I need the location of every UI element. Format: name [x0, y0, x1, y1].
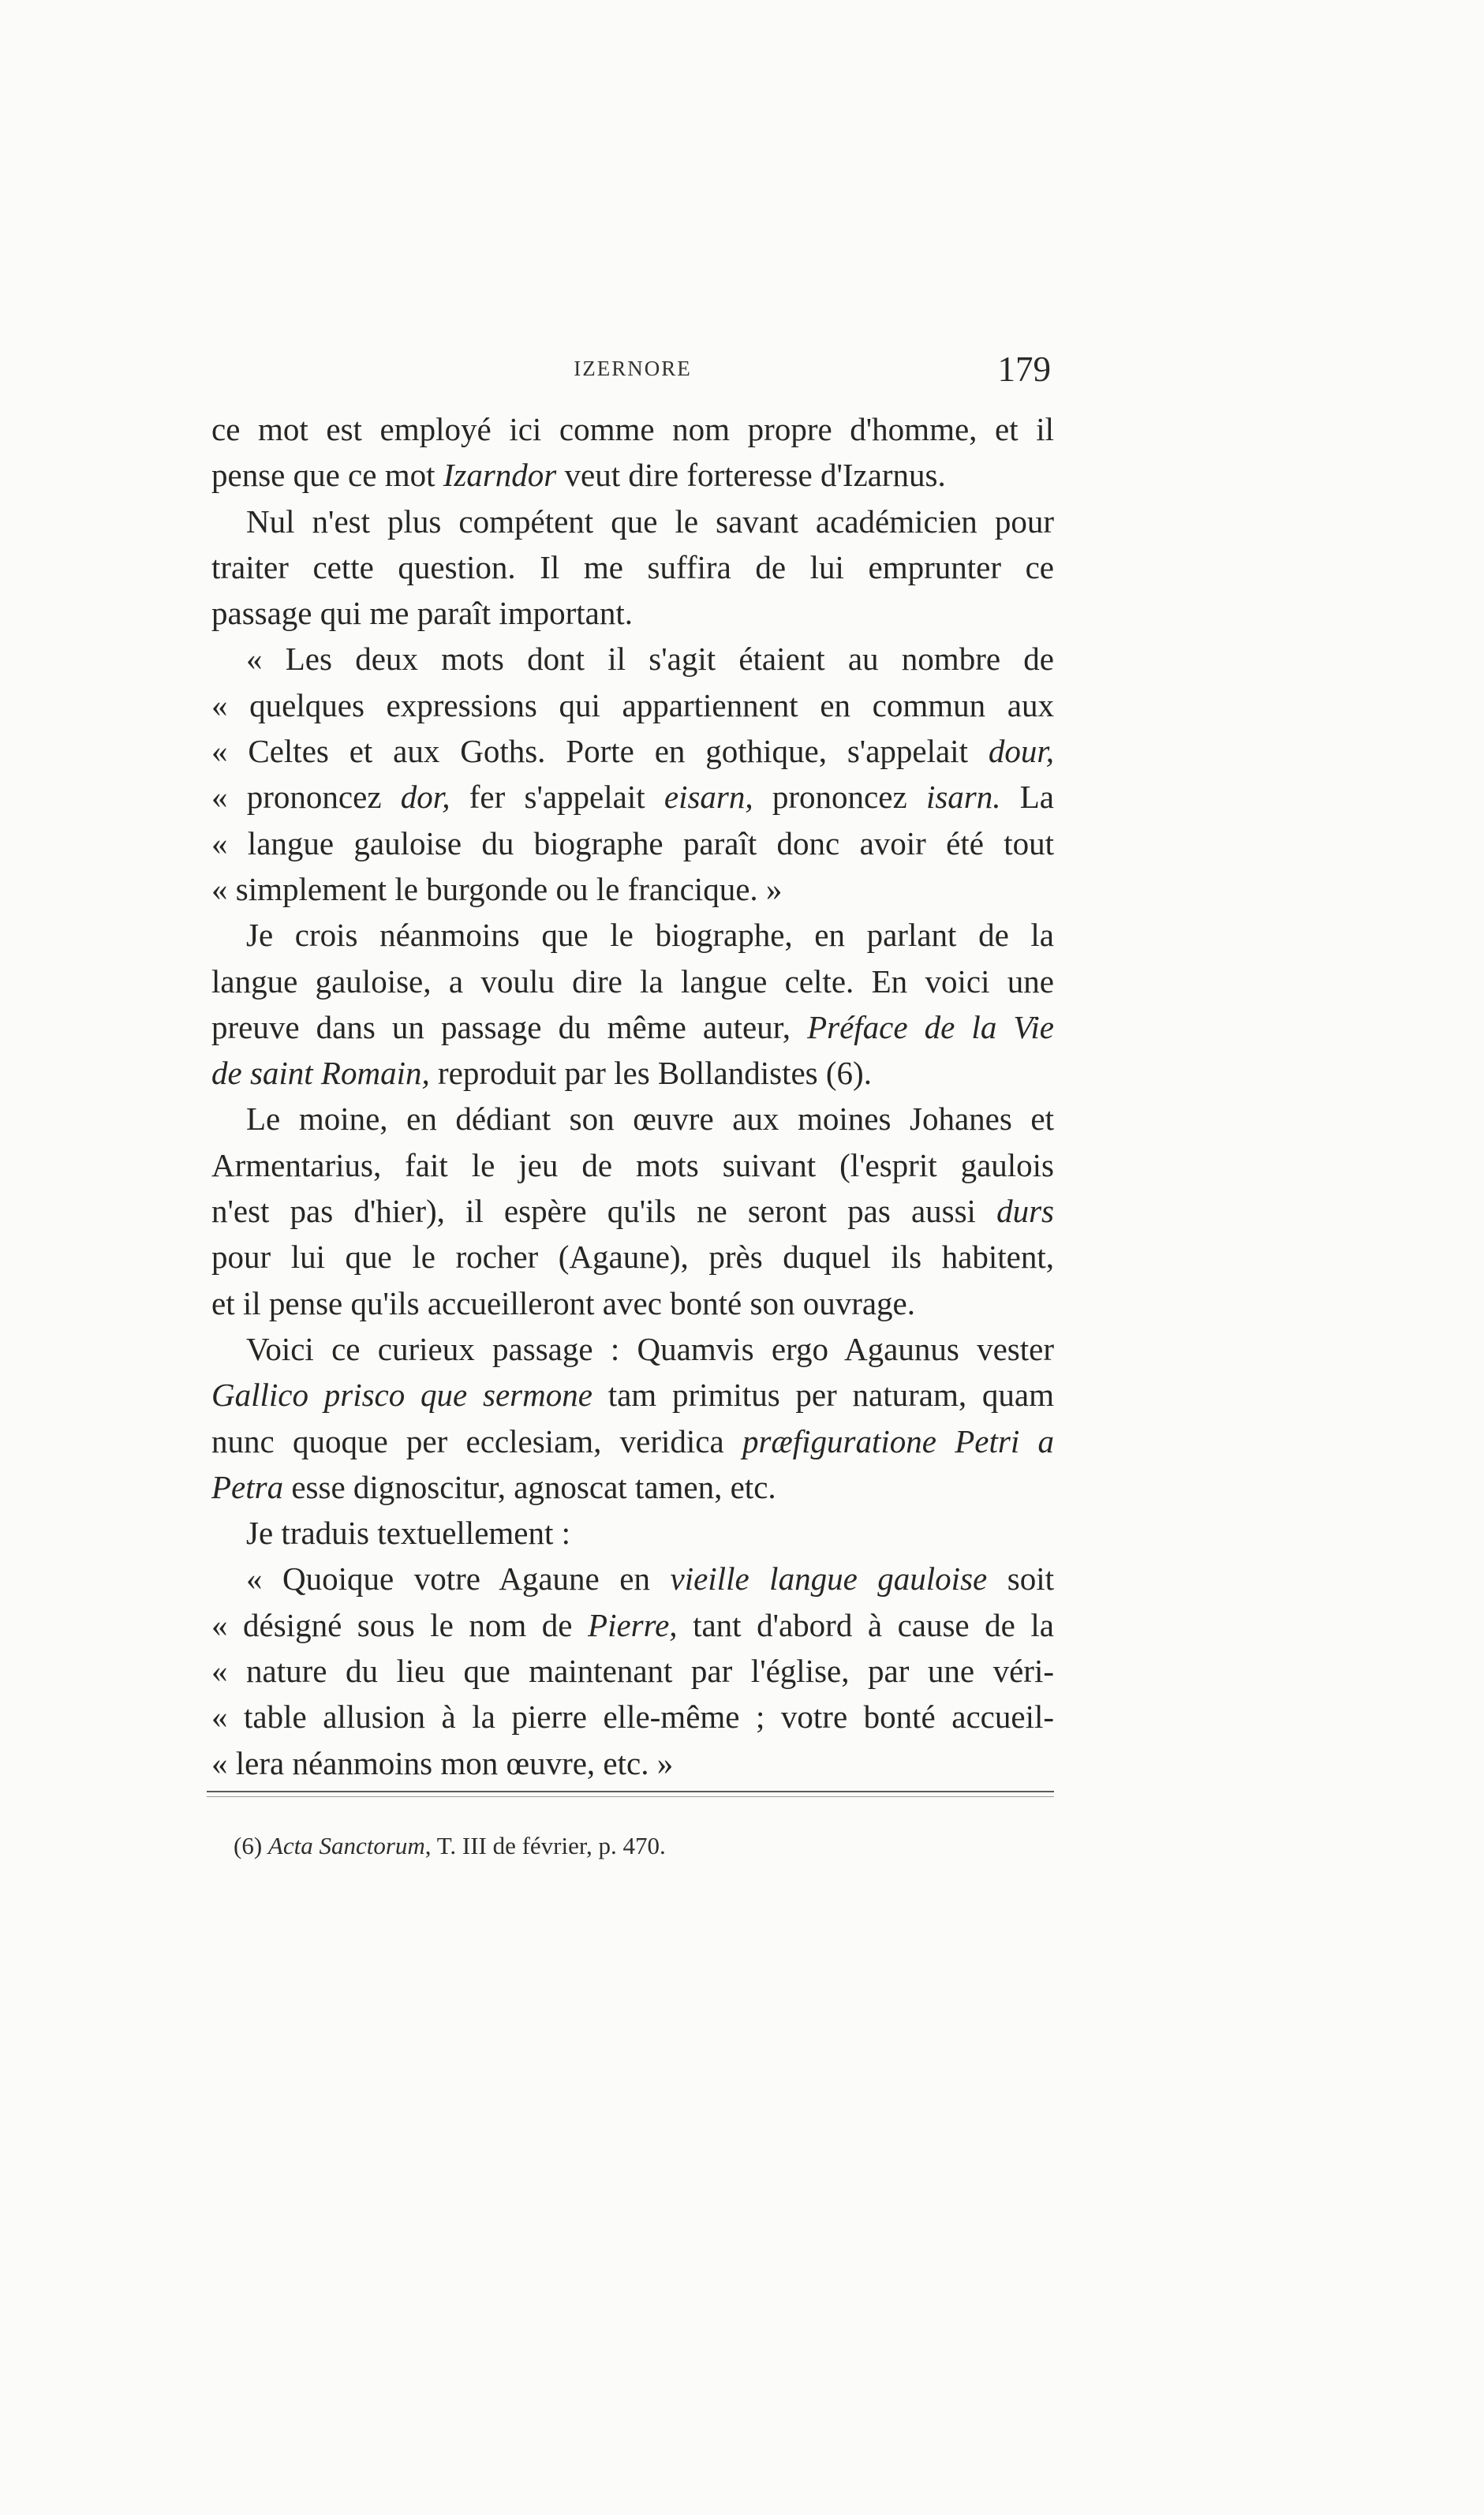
- quote-line: « Quoique votre Agaune en vieille langue gauloise soit: [246, 1560, 1054, 1598]
- quote-line: « lera néanmoins mon œuvre, etc. »: [211, 1744, 674, 1781]
- text-line: Petra esse dignoscitur, agnoscat tamen, etc.: [211, 1468, 776, 1505]
- quote-line: « prononcez dor, fer s'appelait eisarn, prononcez isarn. La: [211, 779, 1054, 816]
- quote-line: « simplement le burgonde ou le francique. »: [211, 870, 783, 907]
- footnote: [234, 1830, 1022, 1862]
- text-line: Le moine, en dédiant son œuvre aux moines Johanes et: [246, 1101, 1054, 1138]
- text-line: nunc quoque per ecclesiam, veridica præfiguratione Petri a: [211, 1422, 1054, 1459]
- quote-line: « désigné sous le nom de Pierre, tant d'abord à cause de la: [211, 1606, 1054, 1643]
- text-line: pour lui que le rocher (Agaune), près duquel ils habitent,: [211, 1239, 1054, 1276]
- text-line: traiter cette question. Il me suffira de lui emprunter ce: [211, 548, 1054, 585]
- text-line: Je traduis textuellement :: [246, 1515, 571, 1552]
- footnote-text: , T. III de février, p. 470.: [424, 1832, 666, 1859]
- text-line: pense que ce mot Izarndor veut dire forteresse d'Izarnus.: [211, 457, 946, 494]
- text-line: passage qui me paraît important.: [211, 595, 633, 632]
- footnote-rule: [207, 1791, 1054, 1792]
- text-line: Nul n'est plus compétent que le savant académicien pour: [246, 503, 1054, 540]
- page-header: [211, 349, 1054, 396]
- quote-line: « Celtes et aux Goths. Porte en gothique, s'appelait dour,: [211, 733, 1054, 770]
- text-line: Armentarius, fait le jeu de mots suivant (l'esprit gaulois: [211, 1146, 1054, 1183]
- text-line: et il pense qu'ils accueilleront avec bonté son ouvrage.: [211, 1284, 915, 1321]
- text-line: preuve dans un passage du même auteur, Préface de la Vie: [211, 1008, 1054, 1045]
- quote-line: « nature du lieu que maintenant par l'église, par une véri-: [211, 1653, 1054, 1690]
- body-text: [211, 406, 1054, 1786]
- quote-line: « quelques expressions qui appartiennent en commun aux: [211, 686, 1054, 723]
- text-line: Voici ce curieux passage : Quamvis ergo Agaunus vester: [246, 1330, 1054, 1367]
- text-line: n'est pas d'hier), il espère qu'ils ne seront pas aussi durs: [211, 1193, 1054, 1230]
- quote-line: « table allusion à la pierre elle-même ; votre bonté accueil-: [211, 1698, 1054, 1736]
- quote-line: « langue gauloise du biographe paraît donc avoir été tout: [211, 824, 1054, 861]
- text-line: Je crois néanmoins que le biographe, en parlant de la: [246, 917, 1054, 954]
- running-title: IZERNORE: [574, 357, 692, 380]
- quote-line: « Les deux mots dont il s'agit étaient au nombre de: [246, 641, 1054, 678]
- text-line: langue gauloise, a voulu dire la langue celte. En voici une: [211, 962, 1054, 1000]
- text-line: de saint Romain, reproduit par les Bollandistes (6).: [211, 1055, 872, 1092]
- text-line: Gallico prisco que sermone tam primitus per naturam, quam: [211, 1377, 1054, 1414]
- footnote-rule-thin: [207, 1796, 1054, 1797]
- footnote-marker: (6): [234, 1832, 268, 1859]
- page-number: 179: [997, 349, 1051, 389]
- footnote-source: Acta Sanctorum: [267, 1832, 425, 1859]
- text-line: ce mot est employé ici comme nom propre d'homme, et il: [211, 411, 1054, 447]
